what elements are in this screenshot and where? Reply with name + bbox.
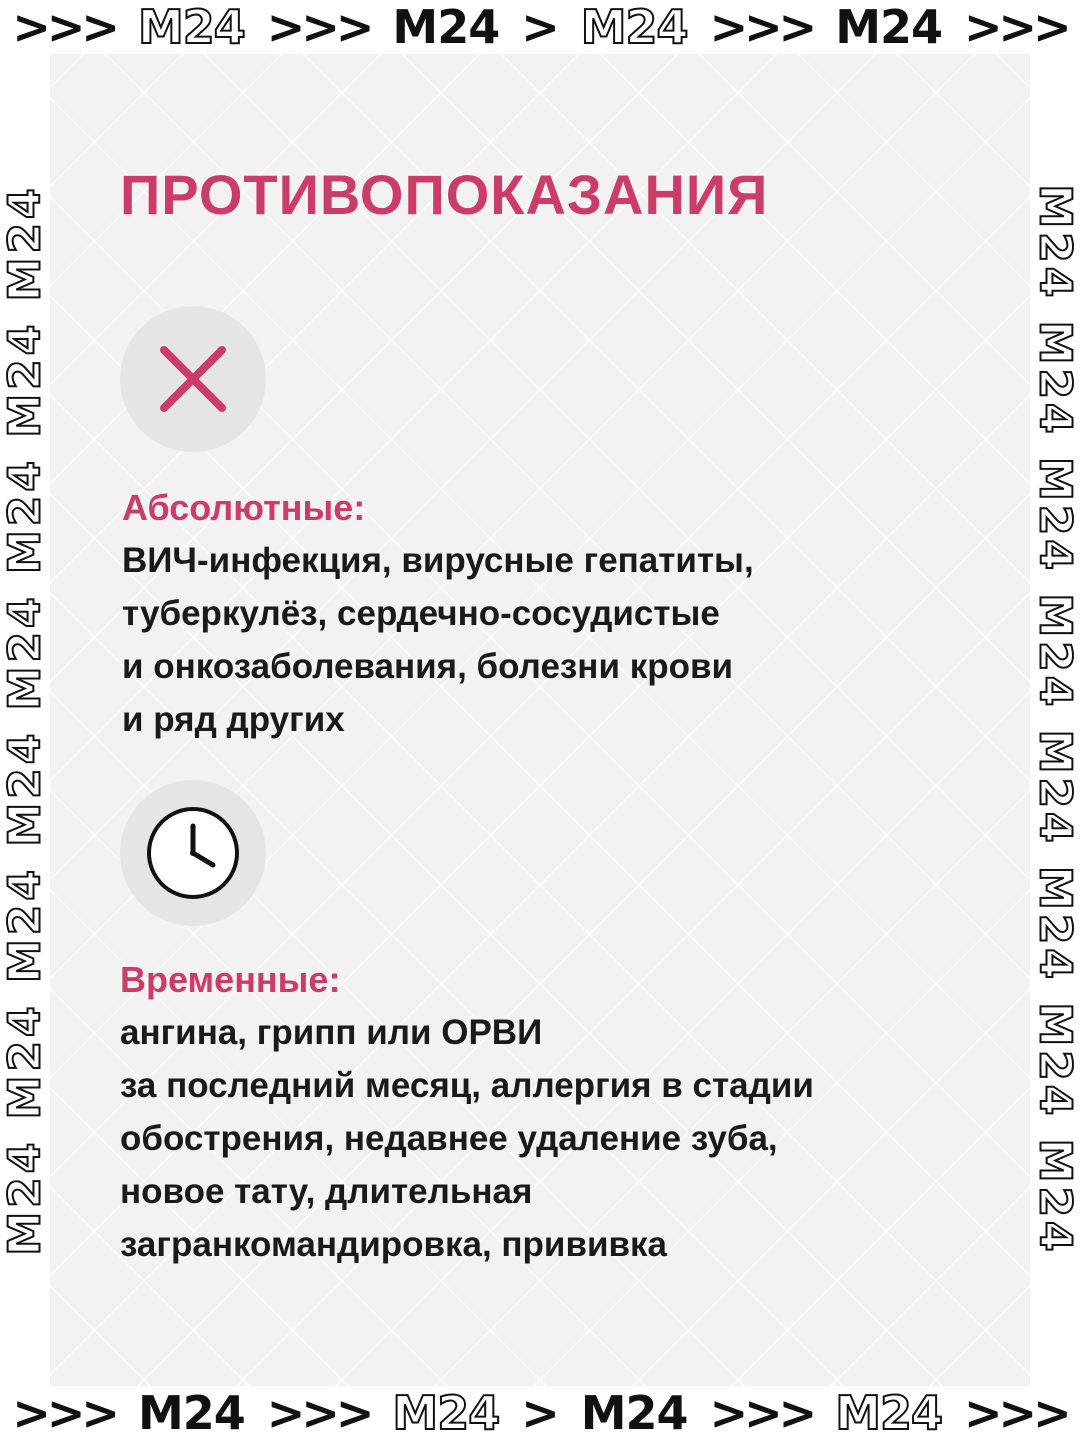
top-brand-ribbon <box>0 0 1080 54</box>
content-card <box>50 54 1030 1386</box>
arrow-glyph: >>> <box>964 0 1068 54</box>
side-logo-text: M24 M24 M24 M24 M24 M24 M24 M24 <box>1030 184 1080 1256</box>
arrow-glyph: >>> <box>964 1386 1068 1440</box>
left-brand-ribbon <box>0 54 50 1386</box>
absolute-icon-badge <box>120 306 266 452</box>
m24-logo-outline: M24 <box>137 0 245 54</box>
arrow-glyph: >>> <box>12 1386 116 1440</box>
m24-logo: M24 <box>835 0 942 54</box>
temporary-icon-badge <box>120 780 266 926</box>
m24-logo-outline: M24 <box>392 1386 500 1440</box>
arrow-glyph: >>> <box>266 1386 371 1440</box>
arrow-glyph: >>> <box>709 1386 814 1440</box>
m24-logo: M24 <box>137 1386 245 1440</box>
text-line: туберкулёз, сердечно-сосудистые <box>122 594 720 633</box>
side-logo-text: M24 M24 M24 M24 M24 M24 M24 M24 <box>0 184 50 1256</box>
m24-logo-outline: M24 <box>835 1386 942 1440</box>
text-line: за последний месяц, аллергия в стадии <box>120 1066 814 1105</box>
temporary-contraindications <box>120 954 980 1271</box>
section-text <box>120 1006 980 1271</box>
arrow-glyph: >>> <box>709 0 814 54</box>
section-label: Временные: <box>120 959 341 1000</box>
section-label: Абсолютные: <box>122 487 366 528</box>
clock-icon <box>120 780 266 926</box>
text-line: ВИЧ-инфекция, вирусные гепатиты, <box>122 541 754 580</box>
m24-logo: M24 <box>580 1386 688 1440</box>
text-line: ангина, грипп или ОРВИ <box>120 1013 543 1052</box>
text-line: и ряд других <box>122 700 345 739</box>
arrow-glyph: >>> <box>266 0 371 54</box>
section-text <box>122 534 982 746</box>
text-line: обострения, недавнее удаление зуба, <box>120 1119 778 1158</box>
right-brand-ribbon <box>1030 54 1080 1386</box>
page-title: ПРОТИВОПОКАЗАНИЯ <box>120 163 769 226</box>
arrow-glyph: > <box>521 1386 559 1440</box>
text-line: загранкомандировка, прививка <box>120 1225 667 1264</box>
text-line: новое тату, длительная <box>120 1172 533 1211</box>
close-icon <box>120 306 266 452</box>
m24-logo-outline: M24 <box>580 0 688 54</box>
arrow-glyph: >>> <box>12 0 116 54</box>
m24-logo: M24 <box>392 0 500 54</box>
bottom-brand-ribbon <box>0 1386 1080 1440</box>
text-line: и онкозаболевания, болезни крови <box>122 647 733 686</box>
absolute-contraindications <box>122 482 982 746</box>
arrow-glyph: > <box>521 0 559 54</box>
